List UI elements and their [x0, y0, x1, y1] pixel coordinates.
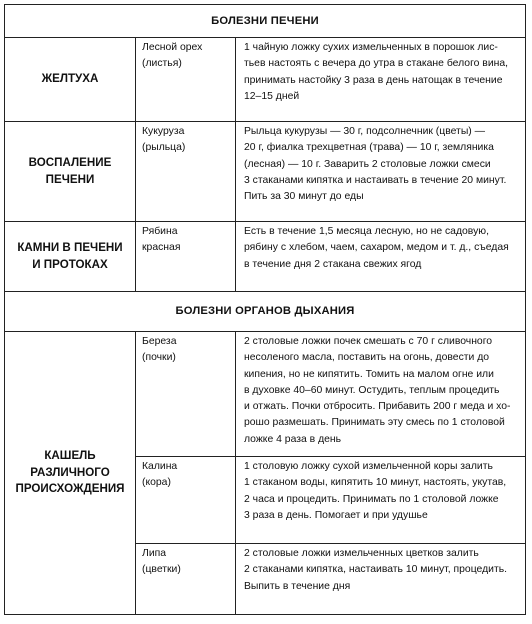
- plant-name: [136, 222, 236, 292]
- recipe-text: [236, 544, 526, 615]
- disease-name-line: ПЕЧЕНИ: [45, 172, 95, 186]
- recipe-line: 2 стаканами кипятка, настаивать 10 минут, процедить.: [244, 564, 508, 576]
- plant-name-line: Береза: [142, 336, 177, 347]
- plant-part-line: (рыльца): [142, 142, 186, 154]
- recipe-line: 2 столовые ложки почек смешать с 70 г сливочного: [244, 336, 493, 347]
- remedies-table: [4, 4, 526, 615]
- recipe-line: 1 чайную ложку сухих измельченных в порошок лис-: [244, 42, 498, 53]
- disease-name-line: ПРОИСХОЖДЕНИЯ: [15, 482, 125, 496]
- plant-name: [136, 457, 236, 544]
- plant-part-line: (листья): [142, 58, 182, 70]
- recipe-text: [236, 222, 526, 292]
- plant-name: [136, 122, 236, 222]
- table-row: [5, 222, 526, 292]
- disease-name: [5, 122, 136, 222]
- plant-name-line: Рябина: [142, 226, 178, 237]
- plant-name-line: Липа: [142, 548, 167, 559]
- plant-part-line: (кора): [142, 477, 171, 489]
- recipe-line: 1 столовую ложку сухой измельченной коры залить: [244, 461, 493, 472]
- recipe-line: тьев настоять с вечера до утра в стакане белого вина,: [244, 58, 509, 70]
- recipe-line: 1 стаканом воды, кипятить 10 минут, настоять, укутав,: [244, 477, 507, 489]
- plant-name: [136, 544, 236, 615]
- recipe-line: 20 г, фиалка трехцветная (трава) — 10 г, земляника: [244, 142, 494, 154]
- recipe-line: 3 стаканами кипятка и настаивать в течение 20 минут.: [244, 174, 507, 186]
- recipe-text: [236, 38, 526, 122]
- recipe-line: 2 столовые ложки измельченных цветков залить: [244, 548, 479, 559]
- disease-name-line: КАМНИ В ПЕЧЕНИ: [17, 241, 123, 254]
- plant-name-line: Кукуруза: [142, 126, 185, 137]
- recipe-text: [236, 122, 526, 222]
- disease-name-line: И ПРОТОКАХ: [32, 257, 108, 271]
- recipe-line: кипения, но не кипятить. Томить на малом огне или: [244, 368, 494, 380]
- plant-name: [136, 332, 236, 457]
- plant-part-line: (цветки): [142, 564, 181, 576]
- recipe-line: Есть в течение 1,5 месяца лесную, но не садовую,: [244, 226, 489, 237]
- recipe-line: Рыльца кукурузы — 30 г, подсолнечник (цветы) —: [244, 126, 486, 137]
- section-header-row: [5, 5, 526, 38]
- recipe-line: несоленого масла, поставить на огонь, довести до: [244, 352, 490, 364]
- recipe-line: Выпить в течение дня: [244, 580, 351, 592]
- table-row: [5, 38, 526, 122]
- plant-name: [136, 38, 236, 122]
- recipe-line: 2 часа и процедить. Принимать по 1 столовой ложке: [244, 493, 499, 505]
- recipe-line: рябину с хлебом, чаем, сахаром, медом и т. д., съедая: [244, 242, 509, 254]
- recipe-line: 12–15 дней: [244, 90, 300, 102]
- table-row: [5, 332, 526, 457]
- recipe-text: [236, 332, 526, 457]
- table-row: [5, 122, 526, 222]
- disease-name-line: РАЗЛИЧНОГО: [30, 465, 110, 479]
- recipe-line: ложке 4 раза в день: [244, 433, 342, 445]
- plant-name-line: Лесной орех: [142, 42, 203, 53]
- disease-name: [5, 332, 136, 615]
- disease-name-line: ЖЕЛТУХА: [41, 72, 99, 86]
- section-title: БОЛЕЗНИ ПЕЧЕНИ: [5, 5, 526, 38]
- recipe-line: в духовке 40–60 минут. Остудить, теплым процедить: [244, 384, 500, 396]
- recipe-line: Пить за 30 минут до еды: [244, 191, 364, 203]
- plant-part-line: (почки): [142, 352, 176, 364]
- plant-part-line: красная: [142, 242, 181, 254]
- disease-name: [5, 38, 136, 122]
- recipe-line: и отжать. Почки отбросить. Прибавить 200 г меда и хо-: [244, 401, 511, 413]
- section-header-row: [5, 292, 526, 332]
- disease-name-line: ВОСПАЛЕНИЕ: [28, 156, 112, 169]
- remedies-page: [4, 4, 526, 615]
- section-title: БОЛЕЗНИ ОРГАНОВ ДЫХАНИЯ: [5, 292, 526, 332]
- recipe-text: [236, 457, 526, 544]
- recipe-line: (лесная) — 10 г. Заварить 2 столовые ложки смеси: [244, 158, 491, 170]
- recipe-line: 3 раза в день. Помогает и при удушье: [244, 509, 428, 521]
- recipe-line: в течение дня 2 стакана свежих ягод: [244, 258, 422, 270]
- disease-name: [5, 222, 136, 292]
- recipe-line: принимать настойку 3 раза в день натощак в течение: [244, 74, 503, 86]
- plant-name-line: Калина: [142, 461, 178, 472]
- recipe-line: рошо размешать. Принимать эту смесь по 1 столовой: [244, 417, 505, 429]
- disease-name-line: КАШЕЛЬ: [44, 449, 96, 463]
